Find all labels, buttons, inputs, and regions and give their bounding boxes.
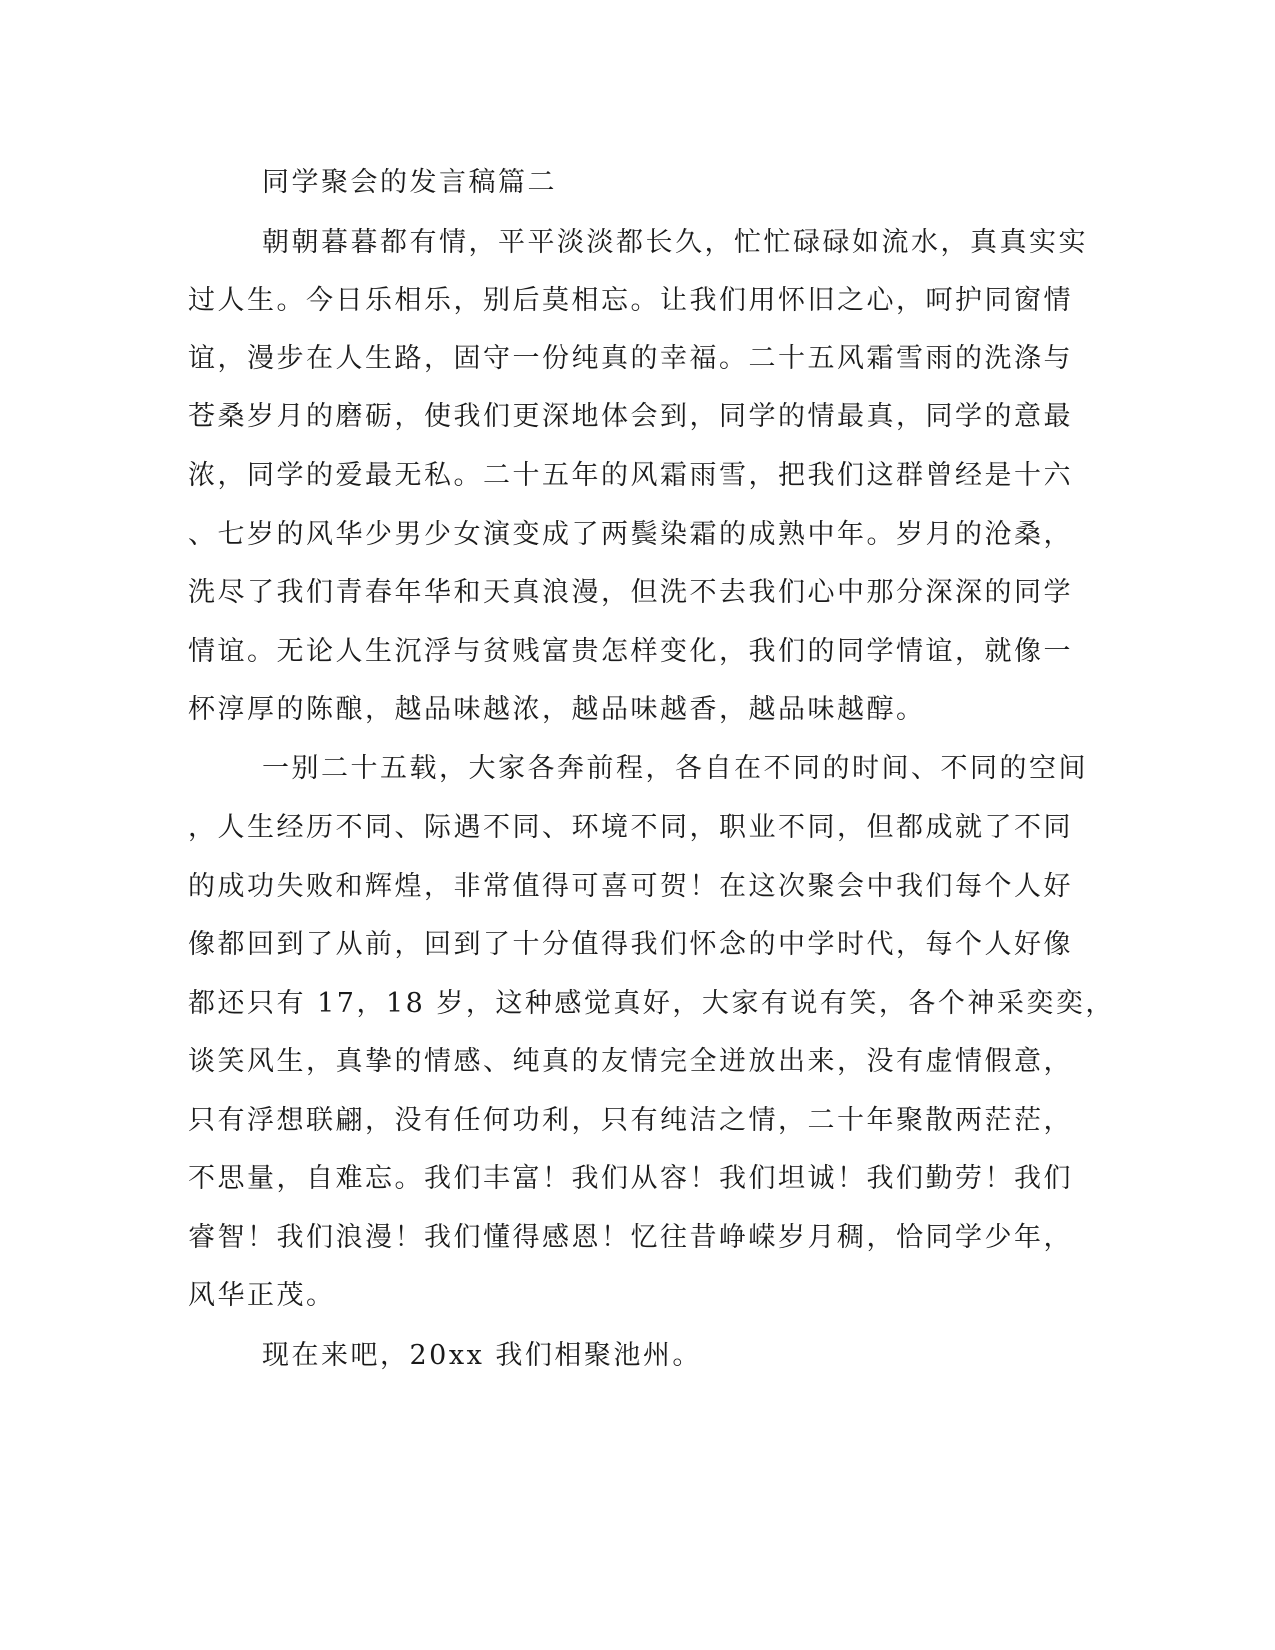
- document-title: 同学聚会的发言稿篇二: [262, 167, 557, 198]
- paragraph-line: ，人生经历不同、际遇不同、环境不同，职业不同，但都成就了不同: [188, 812, 1073, 843]
- paragraph-line: 朝朝暮暮都有情，平平淡淡都长久，忙忙碌碌如流水，真真实实: [262, 227, 1088, 258]
- paragraph-line: 过人生。今日乐相乐，别后莫相忘。让我们用怀旧之心，呵护同窗情: [188, 285, 1073, 316]
- paragraph-line: 像都回到了从前，回到了十分值得我们怀念的中学时代，每个人好像: [188, 929, 1073, 960]
- paragraph-line: 情谊。无论人生沉浮与贫贱富贵怎样变化，我们的同学情谊，就像一: [188, 636, 1073, 667]
- paragraph-line: 睿智！我们浪漫！我们懂得感恩！忆往昔峥嵘岁月稠，恰同学少年，: [188, 1222, 1073, 1253]
- paragraph-line: 洗尽了我们青春年华和天真浪漫，但洗不去我们心中那分深深的同学: [188, 577, 1073, 608]
- paragraph-line: 谈笑风生，真挚的情感、纯真的友情完全迸放出来，没有虚情假意，: [188, 1046, 1073, 1077]
- paragraph-line: 、七岁的风华少男少女演变成了两鬓染霜的成熟中年。岁月的沧桑，: [188, 519, 1073, 550]
- paragraph-line: 杯淳厚的陈酿，越品味越浓，越品味越香，越品味越醇。: [188, 694, 926, 725]
- paragraph-line: 苍桑岁月的磨砺，使我们更深地体会到，同学的情最真，同学的意最: [188, 401, 1073, 432]
- paragraph-line: 的成功失败和辉煌，非常值得可喜可贺！在这次聚会中我们每个人好: [188, 871, 1073, 902]
- paragraph-line: 都还只有 17，18 岁，这种感觉真好，大家有说有笑，各个神采奕奕，: [188, 988, 1115, 1019]
- paragraph-line: 谊，漫步在人生路，固守一份纯真的幸福。二十五风霜雪雨的洗涤与: [188, 343, 1073, 374]
- paragraph-line: 浓，同学的爱最无私。二十五年的风霜雨雪，把我们这群曾经是十六: [188, 460, 1073, 491]
- paragraph-line: 不思量，自难忘。我们丰富！我们从容！我们坦诚！我们勤劳！我们: [188, 1163, 1073, 1194]
- paragraph-line: 现在来吧，20xx 我们相聚池州。: [262, 1340, 702, 1371]
- paragraph-line: 风华正茂。: [188, 1280, 336, 1311]
- paragraph-line: 只有浮想联翩，没有任何功利，只有纯洁之情，二十年聚散两茫茫，: [188, 1105, 1073, 1136]
- paragraph-line: 一别二十五载，大家各奔前程，各自在不同的时间、不同的空间: [262, 753, 1088, 784]
